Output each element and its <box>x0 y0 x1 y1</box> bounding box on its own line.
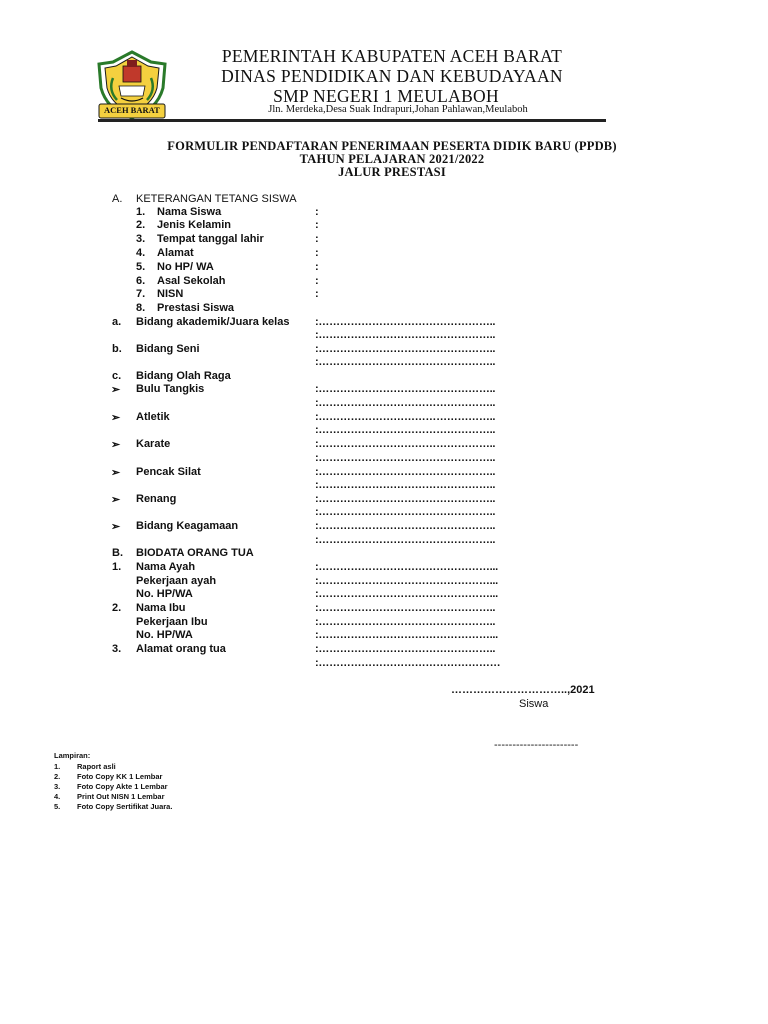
dotted-field[interactable]: :…………………………………………... <box>315 629 498 641</box>
sport-label: Pencak Silat <box>136 466 201 478</box>
dotted-field[interactable]: :………………………………………….. <box>315 424 496 436</box>
form-title-line-1: FORMULIR PENDAFTARAN PENERIMAAN PESERTA DIDIK BARU (PPDB) <box>167 139 617 153</box>
dotted-field[interactable]: :………………………………………….. <box>315 493 496 505</box>
dotted-field[interactable]: :………………………………………….. <box>315 602 496 614</box>
section-b-title: BIODATA ORANG TUA <box>136 547 254 559</box>
item-number: 2. <box>136 219 146 231</box>
prestasi-a-marker: a. <box>112 316 122 328</box>
arrow-bullet-icon: ➢ <box>111 521 121 533</box>
item-number: 3. <box>112 643 122 655</box>
arrow-bullet-icon: ➢ <box>111 467 121 479</box>
sport-label: Atletik <box>136 411 170 423</box>
dotted-field[interactable]: :………………………………………….. <box>315 534 496 546</box>
item-colon: : <box>315 219 319 231</box>
sport-label: Bulu Tangkis <box>136 383 205 395</box>
form-title-line-2: TAHUN PELAJARAN 2021/2022 <box>299 152 485 166</box>
alamat-orang-tua-label: Alamat orang tua <box>136 643 226 655</box>
dotted-field[interactable]: :………………………………………….. <box>315 643 496 655</box>
prestasi-a-label: Bidang akademik/Juara kelas <box>136 316 290 328</box>
lampiran-item: Raport asli <box>77 762 116 771</box>
header-divider <box>98 119 606 122</box>
signature-line[interactable]: ----------------------- <box>494 739 579 751</box>
lampiran-title: Lampiran: <box>54 751 91 760</box>
ibu-hp-label: No. HP/WA <box>136 629 193 641</box>
dotted-field[interactable]: :………………………………………….. <box>315 452 496 464</box>
item-number: 6. <box>136 275 146 287</box>
arrow-bullet-icon: ➢ <box>111 439 121 451</box>
section-b-marker: B. <box>112 547 123 559</box>
sport-label: Bidang Keagamaan <box>136 520 239 532</box>
logo <box>93 48 171 124</box>
item-number: 7. <box>136 288 146 300</box>
dotted-field[interactable]: :………………………………………….. <box>315 616 496 628</box>
form-title-line-3: JALUR PRESTASI <box>338 165 446 179</box>
item-colon: : <box>315 261 319 273</box>
arrow-bullet-icon: ➢ <box>111 384 121 396</box>
ibu-nama-label: Nama Ibu <box>136 602 186 614</box>
item-label: Asal Sekolah <box>157 275 226 287</box>
lampiran-number: 3. <box>54 782 61 791</box>
logo-text: ACEH BARAT <box>104 105 160 115</box>
item-colon: : <box>315 233 319 245</box>
item-label: Jenis Kelamin <box>157 219 231 231</box>
prestasi-b-marker: b. <box>112 343 122 355</box>
item-number: 3. <box>136 233 146 245</box>
lampiran-item: Foto Copy KK 1 Lembar <box>77 772 163 781</box>
signature-label: Siswa <box>519 698 549 710</box>
ayah-pekerjaan-label: Pekerjaan ayah <box>136 575 217 587</box>
ayah-nama-label: Nama Ayah <box>136 561 196 573</box>
item-label: No HP/ WA <box>157 261 214 273</box>
header-address: Jln. Merdeka,Desa Suak Indrapuri,Johan Pahlawan,Meulaboh <box>268 104 528 115</box>
lampiran-number: 2. <box>54 772 61 781</box>
prestasi-b-label: Bidang Seni <box>136 343 200 355</box>
item-colon: : <box>315 288 319 300</box>
item-label: Tempat tanggal lahir <box>157 233 264 245</box>
lampiran-number: 5. <box>54 802 61 811</box>
lampiran-number: 1. <box>54 762 61 771</box>
item-label: Nama Siswa <box>157 206 222 218</box>
prestasi-c-label: Bidang Olah Raga <box>136 370 231 382</box>
dotted-field[interactable]: :…………………………………………... <box>315 561 498 573</box>
item-number: 4. <box>136 247 146 259</box>
item-number: 5. <box>136 261 146 273</box>
dotted-field[interactable]: :………………………………………….. <box>315 343 496 355</box>
lampiran-item: Foto Copy Akte 1 Lembar <box>77 782 168 791</box>
arrow-bullet-icon: ➢ <box>111 412 121 424</box>
header-line-1: PEMERINTAH KABUPATEN ACEH BARAT <box>221 46 563 66</box>
dotted-field[interactable]: :………………………………………….. <box>315 506 496 518</box>
item-number: 1. <box>136 206 146 218</box>
lampiran-item: Print Out NISN 1 Lembar <box>77 792 165 801</box>
dotted-field[interactable]: :………………………………………….. <box>315 466 496 478</box>
ibu-pekerjaan-label: Pekerjaan Ibu <box>136 616 208 628</box>
dotted-field[interactable]: :………………………………………….. <box>315 520 496 532</box>
item-label: Prestasi Siswa <box>157 302 235 314</box>
item-colon: : <box>315 275 319 287</box>
dotted-field[interactable]: :…………………………………………… <box>315 657 501 669</box>
dotted-field[interactable]: :………………………………………….. <box>315 411 496 423</box>
prestasi-c-marker: c. <box>112 370 122 382</box>
dotted-field[interactable]: :………………………………………….. <box>315 479 496 491</box>
sport-label: Renang <box>136 493 177 505</box>
dotted-field[interactable]: :…………………………………………... <box>315 575 498 587</box>
signature-date[interactable]: …………………………..,2021 <box>451 684 595 696</box>
item-colon: : <box>315 247 319 259</box>
dotted-field[interactable]: :………………………………………….. <box>315 397 496 409</box>
sport-label: Karate <box>136 438 171 450</box>
dotted-field[interactable]: :………………………………………….. <box>315 356 496 368</box>
section-a-title: KETERANGAN TETANG SISWA <box>136 193 297 205</box>
item-colon: : <box>315 206 319 218</box>
item-label: NISN <box>157 288 184 300</box>
ayah-hp-label: No. HP/WA <box>136 588 193 600</box>
dotted-field[interactable]: :…………………………………………... <box>315 588 498 600</box>
dotted-field[interactable]: :………………………………………….. <box>315 316 496 328</box>
item-number: 2. <box>112 602 122 614</box>
dotted-field[interactable]: :………………………………………….. <box>315 329 496 341</box>
dotted-field[interactable]: :………………………………………….. <box>315 438 496 450</box>
item-number: 8. <box>136 302 146 314</box>
item-label: Alamat <box>157 247 194 259</box>
header-line-3: SMP NEGERI 1 MEULABOH <box>273 86 499 106</box>
lampiran-number: 4. <box>54 792 61 801</box>
arrow-bullet-icon: ➢ <box>111 494 121 506</box>
section-a-marker: A. <box>112 193 123 205</box>
lampiran-item: Foto Copy Sertifikat Juara. <box>77 802 173 811</box>
header-line-2: DINAS PENDIDIKAN DAN KEBUDAYAAN <box>221 66 563 86</box>
dotted-field[interactable]: :………………………………………….. <box>315 383 496 395</box>
item-number: 1. <box>112 561 122 573</box>
